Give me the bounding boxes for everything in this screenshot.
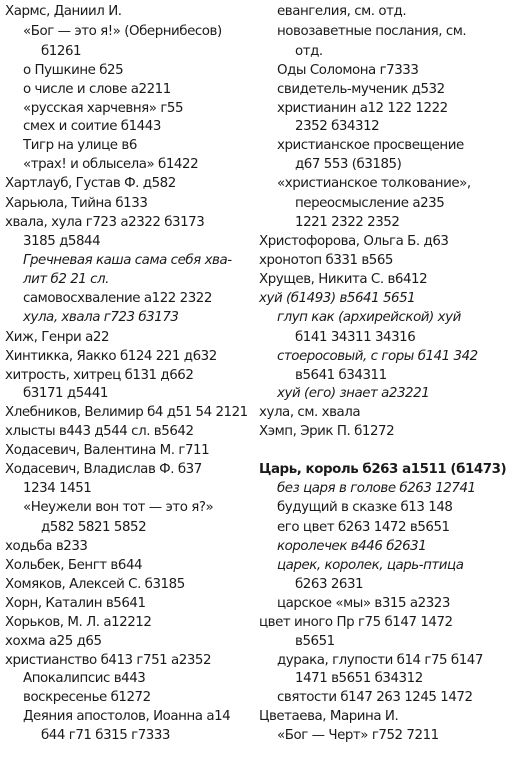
index-entry-line: «русская харчевня» г55 (23, 101, 184, 116)
index-entry-line: хлысты в443 д544 сл. в5642 (5, 424, 194, 439)
index-entry-line: Ходасевич, Владислав Ф. б37 (5, 462, 202, 477)
index-entry-line: христианин а12 122 1222 (277, 101, 448, 116)
index-entry-line: хуй (б1493) в5641 5651 (259, 291, 416, 306)
index-entry-line: Апокалипсис в443 (23, 671, 146, 686)
index-entry-line: Царь, король б263 а1511 (б1473) (259, 462, 506, 477)
index-entry-line: «Бог — Черт» г752 7211 (277, 728, 439, 743)
index-entry-line: б3171 д5441 (23, 386, 108, 401)
index-entry-line: Хэмп, Эрик П. б1272 (259, 424, 395, 439)
index-entry-line: Христофорова, Ольга Б. д63 (259, 234, 449, 249)
index-entry-line: христианство б413 г751 а2352 (5, 653, 212, 668)
index-entry-line: «Неужели вон тот — это я?» (23, 500, 214, 515)
index-entry-line: без царя в голове б263 12741 (277, 481, 476, 496)
index-entry-line: хронотоп б331 в565 (259, 253, 393, 268)
index-entry-line: его цвет б263 1472 в5651 (277, 520, 450, 535)
index-entry-line: стоеросовый, с горы б141 342 (277, 349, 478, 364)
index-entry-line: Хармс, Даниил И. (5, 4, 122, 19)
index-entry-line: дурака, глупости б14 г75 б147 (277, 653, 483, 668)
index-entry-line: 1471 в5651 б34312 (295, 671, 423, 686)
index-entry-line: б1261 (41, 44, 82, 59)
index-entry-line: Хартлауб, Густав Ф. д582 (5, 176, 176, 191)
index-entry-line: д582 5821 5852 (41, 520, 147, 535)
index-entry-line: будущий в сказке б13 148 (277, 500, 453, 515)
index-entry-line: хула, см. хвала (259, 405, 361, 420)
index-entry-line: лит б2 21 сл. (23, 272, 109, 287)
index-entry-line: царек, королек, царь-птица (277, 558, 464, 573)
index-entry-line: Хлебников, Велимир б4 д51 54 2121 (5, 405, 248, 420)
index-entry-line: «трах! и облысела» б1422 (23, 157, 199, 172)
index-entry-line: в5641 б34311 (295, 368, 387, 383)
index-entry-line: 2352 б34312 (295, 119, 380, 134)
index-entry-line: воскресенье б1272 (23, 690, 151, 705)
index-entry-line: «христианское толкование», (277, 176, 471, 191)
index-entry-line: новозаветные послания, см. (277, 24, 467, 39)
index-entry-line: б44 г71 б315 г7333 (41, 728, 170, 743)
index-entry-line: королечек в446 б2631 (277, 539, 427, 554)
index-entry-line: Деяния апостолов, Иоанна а14 (23, 709, 231, 724)
index-entry-line: 1221 2322 2352 (295, 215, 400, 230)
index-entry-line: цвет иного Пр г75 б147 1472 (259, 615, 453, 630)
index-entry-line: христианское просвещение (277, 138, 464, 153)
index-entry-line: о Пушкине б25 (23, 63, 124, 78)
index-entry-line: переосмысление а235 (295, 196, 445, 211)
index-entry-line: «Бог — это я!» (Обернибесов) (23, 24, 222, 39)
index-entry-line: святости б147 263 1245 1472 (277, 690, 473, 705)
index-entry-line: б263 2631 (295, 577, 364, 592)
index-entry-line: Тигр на улице в6 (23, 138, 137, 153)
index-entry-line: свидетель-мученик д532 (277, 82, 445, 97)
index-entry-line: Гречневая каша сама себя хва- (23, 253, 232, 268)
index-entry-line: отд. (295, 44, 323, 59)
index-entry-line: царское «мы» в315 а2323 (277, 596, 450, 611)
index-entry-line: хвала, хула г723 а2322 б3173 (5, 215, 205, 230)
index-entry-line: хохма а25 д65 (5, 634, 102, 649)
index-entry-line: Цветаева, Марина И. (259, 709, 399, 724)
index-entry-line: Харьюла, Тийна б133 (5, 196, 148, 211)
index-entry-line: 1234 1451 (23, 481, 92, 496)
index-entry-line: глуп как (архирейской) хуй (277, 310, 461, 325)
index-entry-line: самовосхваление а122 2322 (23, 291, 212, 306)
index-entry-line: Хорьков, М. Л. а12212 (5, 615, 152, 630)
index-entry-line: 3185 д5844 (23, 234, 101, 249)
index-entry-line: в5651 (295, 634, 335, 649)
index-entry-line: Оды Соломона г7333 (277, 63, 419, 78)
index-entry-line: ходьба в233 (5, 539, 88, 554)
index-entry-line: Хомяков, Алексей С. б3185 (5, 577, 185, 592)
index-entry-line: Ходасевич, Валентина М. г711 (5, 443, 210, 458)
index-entry-line: Хольбек, Бенгт в644 (5, 558, 143, 573)
index-entry-line: хуй (его) знает а23221 (277, 386, 430, 401)
index-entry-line: Хинтикка, Яакко б124 221 д632 (5, 349, 217, 364)
index-entry-line: хула, хвала г723 б3173 (23, 310, 179, 325)
index-entry-line: евангелия, см. отд. (277, 4, 407, 19)
index-entry-line: Хиж, Генри а22 (5, 330, 110, 345)
index-entry-line: хитрость, хитрец б131 д662 (5, 368, 194, 383)
index-entry-line: Хрущев, Никита С. в6412 (259, 272, 428, 287)
index-entry-line: д67 553 (б3185) (295, 157, 402, 172)
index-entry-line: Хорн, Каталин в5641 (5, 596, 146, 611)
index-entry-line: о числе и слове а2211 (23, 82, 171, 97)
index-entry-line: б141 34311 34316 (295, 330, 416, 345)
index-entry-line: смех и соитие б1443 (23, 119, 161, 134)
